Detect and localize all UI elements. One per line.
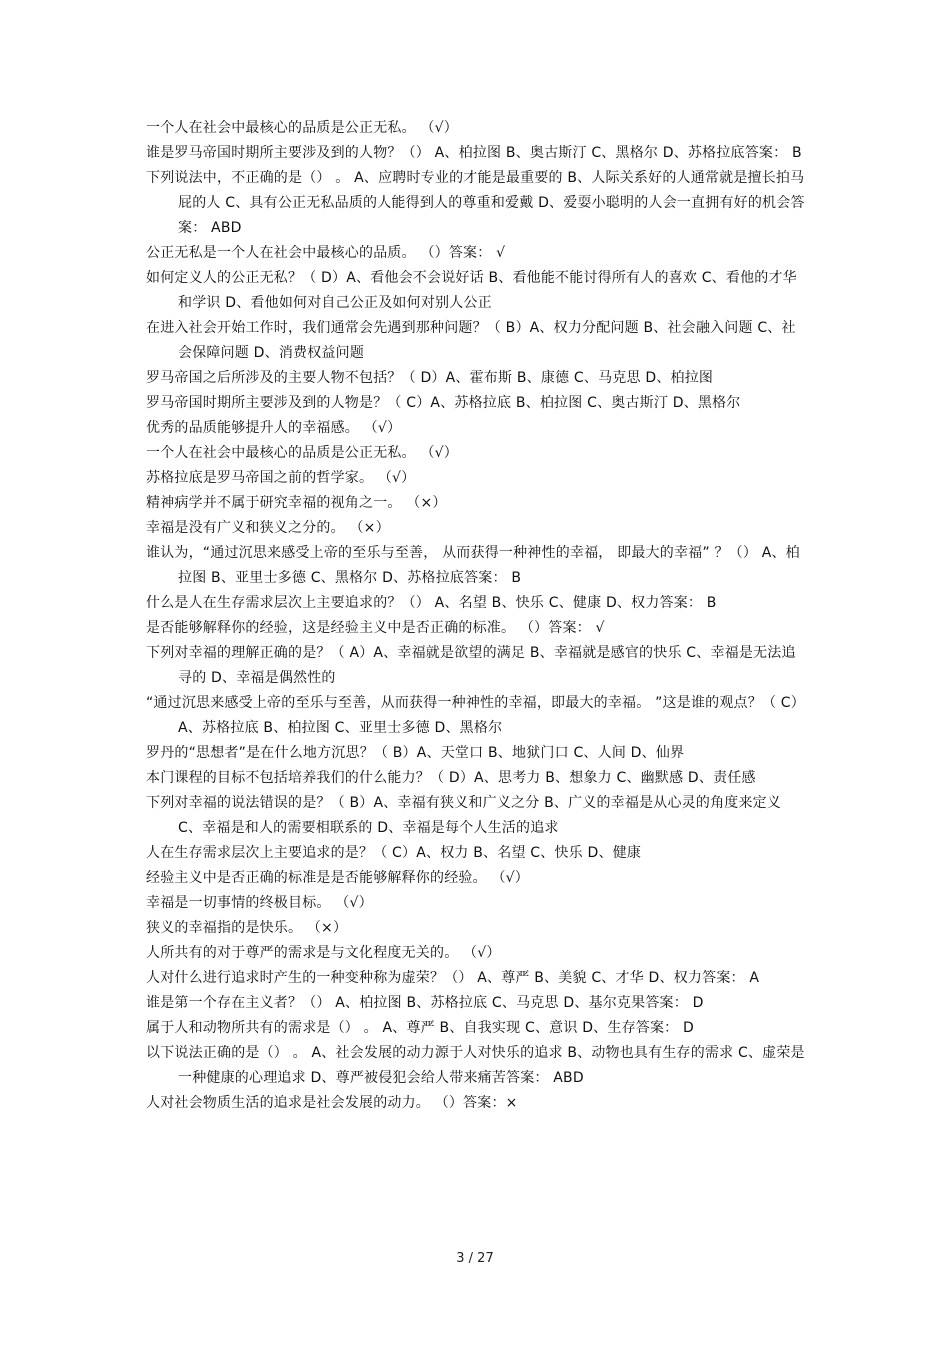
question-item: 在进入社会开始工作时，我们通常会先遇到那种问题？（ B）A、权力分配问题 B、社会融入问题 C、社会保障问题 D、消费权益问题 [146,320,796,361]
question-item: 下列说法中，不正确的是（） 。 A、应聘时专业的才能是最重要的 B、人际关系好的人通常就是擅长拍马屁的人 C、具有公正无私品质的人能得到人的尊重和爱戴 D、爱耍小聪明的人会一直拥有好的机会答案： ABD [146,170,805,236]
question-item: 谁是第一个存在主义者？（） A、柏拉图 B、苏格拉底 C、马克思 D、基尔克果答案： D [146,995,704,1011]
question-item: 人在生存需求层次上主要追求的是？（ C）A、权力 B、名望 C、快乐 D、健康 [146,845,642,861]
question-item: 以下说法正确的是（） 。 A、社会发展的动力源于人对快乐的追求 B、动物也具有生存的需求 C、虚荣是一种健康的心理追求 D、尊严被侵犯会给人带来痛苦答案： ABD [146,1045,805,1086]
question-item: 人所共有的对于尊严的需求是与文化程度无关的。 （√） [146,945,501,961]
question-item: 人对社会物质生活的追求是社会发展的动力。 （）答案：× [146,1095,518,1111]
question-item: 罗马帝国时期所主要涉及到的人物是？（ C）A、苏格拉底 B、柏拉图 C、奥古斯汀 D、黑格尔 [146,395,741,411]
question-item: 经验主义中是否正确的标准是是否能够解释你的经验。 （√） [146,870,529,886]
question-item: 优秀的品质能够提升人的幸福感。 （√） [146,420,402,436]
question-item: 属于人和动物所共有的需求是（） 。 A、尊严 B、自我实现 C、意识 D、生存答案： D [146,1020,695,1036]
question-item: “通过沉思来感受上帝的至乐与至善，从而获得一种神性的幸福，即最大的幸福。 ”这是谁的观点？（ C）A、苏格拉底 B、柏拉图 C、亚里士多德 D、黑格尔 [146,695,805,736]
question-list [146,116,806,1116]
question-item: 人对什么进行追求时产生的一种变种称为虚荣？（） A、尊严 B、美貌 C、才华 D、权力答案： A [146,970,760,986]
question-item: 罗马帝国之后所涉及的主要人物不包括？（ D）A、霍布斯 B、康德 C、马克思 D、柏拉图 [146,370,714,386]
question-item: 什么是人在生存需求层次上主要追求的？（） A、名望 B、快乐 C、健康 D、权力答案： B [146,595,717,611]
question-item: 一个人在社会中最核心的品质是公正无私。 （√） [146,445,458,461]
page-number: 3 / 27 [456,1251,494,1266]
question-item: 如何定义人的公正无私？（ D）A、看他会不会说好话 B、看他能不能讨得所有人的喜欢 C、看他的才华和学识 D、看他如何对自己公正及如何对别人公正 [146,270,797,311]
question-item: 一个人在社会中最核心的品质是公正无私。 （√） [146,120,458,136]
question-item: 精神病学并不属于研究幸福的视角之一。 （×） [146,495,447,511]
question-item: 狭义的幸福指的是快乐。 （×） [146,920,348,936]
question-item: 谁是罗马帝国时期所主要涉及到的人物？（） A、柏拉图 B、奥古斯汀 C、黑格尔 D、苏格拉底答案： B [146,145,802,161]
question-item: 下列对幸福的说法错误的是？（ B）A、幸福有狭义和广义之分 B、广义的幸福是从心灵的角度来定义 C、幸福是和人的需要相联系的 D、幸福是每个人生活的追求 [146,795,786,836]
question-item: 幸福是没有广义和狭义之分的。 （×） [146,520,390,536]
question-item: 苏格拉底是罗马帝国之前的哲学家。 （√） [146,470,416,486]
question-item: 下列对幸福的理解正确的是？（ A）A、幸福就是欲望的满足 B、幸福就是感官的快乐 C、幸福是无法追寻的 D、幸福是偶然性的 [146,645,796,686]
question-item: 幸福是一切事情的终极目标。 （√） [146,895,373,911]
question-item: 是否能够解释你的经验，这是经验主义中是否正确的标准。 （）答案： √ [146,620,605,636]
question-item: 本门课程的目标不包括培养我们的什么能力？（ D）A、思考力 B、想象力 C、幽默感 D、责任感 [146,770,756,786]
question-item: 谁认为，“通过沉思来感受上帝的至乐与至善， 从而获得一种神性的幸福， 即最大的幸福” ？（） A、柏拉图 B、亚里士多德 C、黑格尔 D、苏格拉底答案： B [146,545,800,586]
question-item: 公正无私是一个人在社会中最核心的品质。 （）答案： √ [146,245,506,261]
question-item: 罗丹的“思想者”是在什么地方沉思？（ B）A、天堂口 B、地狱门口 C、人间 D、仙界 [146,745,685,761]
